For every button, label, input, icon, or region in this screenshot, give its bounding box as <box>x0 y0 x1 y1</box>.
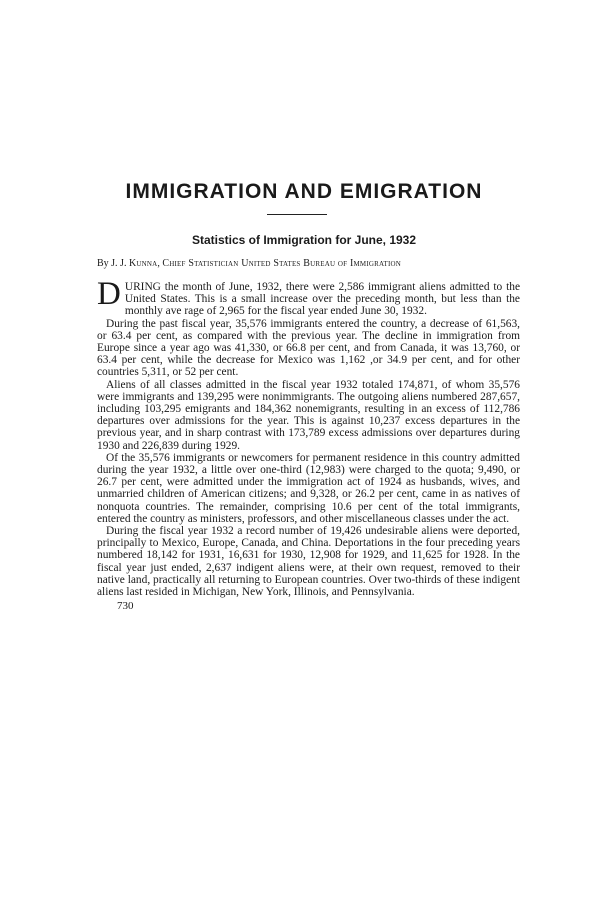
byline-position: Chief Statistician United States Bureau of Immigration <box>162 258 401 269</box>
title-rule <box>267 214 327 215</box>
drop-cap: D <box>97 276 121 312</box>
byline-separator: , <box>157 258 163 269</box>
byline <box>97 258 520 269</box>
paragraph-5: During the fiscal year 1932 a record number of 19,426 undesirable aliens were deported, principally to Mexico, Europe, Canada, and China. Deportations in the four preceding years numbered 18,142 for 1931, 16,631 for 1930, 12,908 for 1929, and 11,625 for 1928. In the fiscal year just ended, 2,637 indigent aliens were, at their own request, removed to their native land, practically all returning to European countries. Over two-thirds of these indigent aliens last resided in Michigan, New York, Illinois, and Pennsylvania. <box>97 525 520 599</box>
article-body <box>97 276 520 599</box>
byline-author: Kunna <box>128 258 158 269</box>
paragraph-1-text: URING the month of June, 1932, there were 2,586 immigrant aliens admitted to the United States. This is a small increase over the preceding month, but less than the monthly ave rage of 2,965 for the fiscal year ended June 30, 1932. <box>124 281 520 318</box>
page-title: IMMIGRATION AND EMIGRATION <box>125 180 483 203</box>
byline-prefix: By J. J. <box>97 258 129 269</box>
paragraph-4: Of the 35,576 immigrants or newcomers for permanent residence in this country admitted during the year 1932, a little over one-third (12,983) were charged to the quota; 9,490, or 26.7 per cent, were admitted under the immigration act of 1924 as husbands, wives, and unmarried children of American citizens; and 9,328, or 26.2 per cent, came in as natives of nonquota countries. The remainder, comprising 10.6 per cent of the total immigrants, entered the country as ministers, professors, and other miscellaneous classes under the act. <box>97 451 520 525</box>
paragraph-2: During the past fiscal year, 35,576 immigrants entered the country, a decrease of 61,563, or 63.4 per cent, as compared with the previous year. The decline in immigration from Europe since a year ago was 41,330, or 66.8 per cent, and from Canada, it was 13,760, or 63.4 per cent, while the decrease for Mexico was 1,162 ,or 34.9 per cent, and for other countries 5,311, or 52 per cent. <box>97 317 520 379</box>
page-number: 730 <box>117 600 134 612</box>
paragraph-1 <box>97 276 520 318</box>
paragraph-3: Aliens of all classes admitted in the fiscal year 1932 totaled 174,871, of whom 35,576 were immigrants and 139,295 were nonimmigrants. The outgoing aliens numbered 287,657, including 103,295 emigrants and 184,362 nonemigrants, resulting in an excess of 112,786 departures over admissions for the year. This is against 10,237 excess departures in the previous year, and in sharp contrast with 173,789 excess admissions over departures during 1930 and 226,839 during 1929. <box>97 378 520 452</box>
article-subtitle: Statistics of Immigration for June, 1932 <box>191 233 417 247</box>
